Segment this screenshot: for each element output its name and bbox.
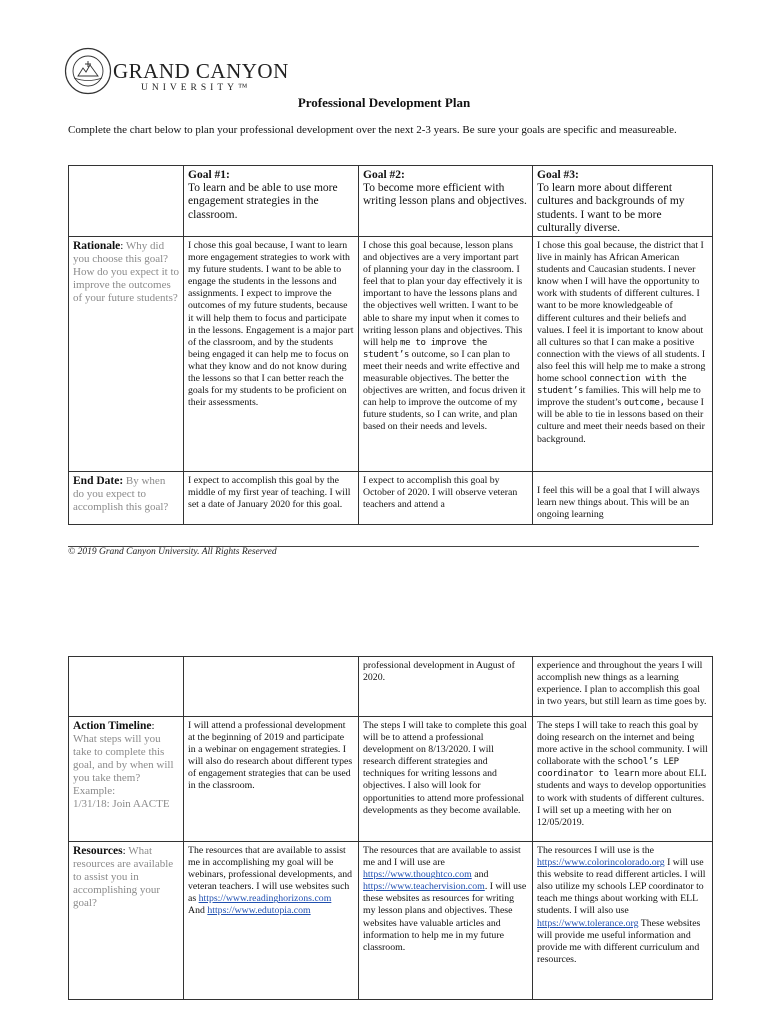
goal-2-label: Goal #2: <box>363 169 405 181</box>
goal-2-header <box>359 166 533 237</box>
action-timeline-example: 1/31/18: Join AACTE <box>73 798 170 810</box>
readinghorizons-link[interactable]: https://www.readinghorizons.com <box>198 893 332 905</box>
action-goal-3-text-a: The steps I will take to reach this goal by doing research on the internet and being more active in the school community. I will collaborate with the <box>537 720 708 768</box>
end-date-goal-1 <box>184 472 359 525</box>
continued-empty-label <box>69 657 184 717</box>
rationale-goal-1 <box>184 237 359 472</box>
goal-1-header <box>184 166 359 237</box>
end-date-goal-2 <box>359 472 533 525</box>
action-timeline-label: Action Timeline <box>73 720 152 732</box>
action-goal-3-handwritten: school’s LEP coordinator to learn <box>537 757 679 780</box>
rationale-goal-3-handwritten-2: outcome, <box>623 398 665 409</box>
resources-goal-3-text-b: I will use this website to read different articles. I will also utilize my schools LEP coordinator to teach me things about working with ELL students. I will also use <box>537 857 706 917</box>
rationale-goal-3 <box>533 237 713 472</box>
resources-goal-2-text-b: . I will use these websites as resources for writing my lesson plans and objectives. These websites have valuable articles and information to help me in my future classroom. <box>363 881 527 953</box>
goal-3-label: Goal #3: <box>537 169 579 181</box>
end-date-goal-3-text: I feel this will be a goal that I will always learn new things about. This will be an ongoing learning <box>537 485 700 521</box>
end-date-prompt: By when do you expect to accomplish this goal? <box>73 475 169 514</box>
resources-goal-2-and: and <box>474 869 489 881</box>
rationale-goal-3-text-b: families. This will help me to improve the student’s <box>537 385 701 409</box>
continued-goal-2-text: professional development in August of 2020. <box>363 660 515 684</box>
rationale-label-cell: Rationale: Why did you choose this goal? How do you expect it to improve the outcomes of your future students? <box>69 237 184 472</box>
goal-3-header <box>533 166 713 237</box>
continued-row <box>69 657 713 717</box>
action-timeline-row <box>69 717 713 842</box>
resources-goal-2-text-a: The resources that are available to assist me and I will use are <box>363 845 521 869</box>
action-timeline-colon: : <box>151 720 155 732</box>
page-title: Professional Development Plan <box>297 95 471 110</box>
goals-header-row <box>69 166 713 237</box>
action-goal-2-text: The steps I will take to complete this goal will be to attend a professional development on 8/13/2020. I will research different strategies and techniques for writing lessons and objectives. I also will look for opportunities to attend more professional developments as they become available. <box>363 720 527 816</box>
edutopia-link[interactable]: https://www.edutopia.com <box>207 905 311 917</box>
resources-goal-3-text-c: These websites will provide me useful information and provide me with different curriculum and resources. <box>537 917 701 965</box>
rationale-label: Rationale <box>73 240 121 253</box>
rationale-goal-2-handwritten: me to improve the student’s <box>363 337 488 360</box>
action-goal-1 <box>184 717 359 842</box>
goal-2-text: To become more efficient with writing lesson plans and objectives. <box>363 182 527 208</box>
resources-goal-3 <box>533 842 713 1000</box>
continued-goal-2 <box>359 657 533 717</box>
copyright-footer: © 2019 Grand Canyon University. All Rights Reserved <box>68 547 277 557</box>
resources-label-cell <box>69 842 184 1000</box>
resources-goal-1-text: The resources that are available to assist me in accomplishing my goal will be webinars, professional developments, and veteran teachers. I will use websites such as <box>188 845 353 905</box>
goal-1-label: Goal #1: <box>188 169 230 181</box>
resources-prompt: What resources are available to assist you in accomplishing your goal? <box>73 845 174 909</box>
instructions-text: Complete the chart below to plan your professional development over the next 2-3 years. Be sure your goals are specific and measureable. <box>68 124 677 136</box>
university-seal-icon <box>64 47 112 95</box>
rationale-goal-3-handwritten: connection with the student’s <box>537 374 687 397</box>
rationale-row <box>69 237 713 472</box>
resources-colon: : <box>122 845 126 857</box>
tolerance-link[interactable]: https://www.tolerance.org <box>537 917 639 929</box>
resources-goal-2 <box>359 842 533 1000</box>
end-date-row <box>69 472 713 525</box>
resources-goal-1-and: And <box>188 905 205 917</box>
end-date-goal-3 <box>533 472 713 525</box>
continued-goal-3 <box>533 657 713 717</box>
plan-table-page-2 <box>68 656 713 1000</box>
goal-3-text: To learn more about different cultures and backgrounds of my students. I want to be more culturally diverse. <box>537 182 685 234</box>
end-date-goal-2-text: I expect to accomplish this goal by October of 2020. I will observe veteran teachers and attend a <box>363 475 518 511</box>
rationale-goal-3-text-a: I chose this goal because, the district that I live in mainly has African American students and Caucasian students. I never know when I will have the opportunity to work with students of different cultures. I want to be more knowledgeable of different cultures and their beliefs and values. I feel it is important to know about all cultures so that I can make a positive connection with the views of all students. I also feel this will help me to make a strong home school <box>537 240 706 385</box>
end-date-label-cell <box>69 472 184 525</box>
plan-table-page-1 <box>68 165 713 525</box>
continued-goal-3-text: experience and throughout the years I will accomplish new things as a learning experience. I plan to accomplish this goal in two years, but still learn as time goes by. <box>537 660 707 708</box>
rationale-goal-2 <box>359 237 533 472</box>
logo-subtitle: UNIVERSITY™ <box>141 83 252 93</box>
rationale-prompt: Why did you choose this goal? How do you expect it to improve the outcomes of your future students? <box>73 240 180 305</box>
rationale-goal-1-text: I chose this goal because, I want to learn more engagement strategies to work with my future students. I want to be able to engage the students in the lessons and assignments. I expect to improve the outcomes of my future students, because it will help them to focus and participate in the lessons. Engagement is a major part of the classroom, and by the students being engaged it can help me to focus on what they know and do not know during the lessons so that I can better reach the goals for my students to be proficient on their assessments. <box>188 240 354 409</box>
action-timeline-prompt: What steps will you take to complete this goal, and by when will you take them? Example: <box>73 733 174 797</box>
resources-row <box>69 842 713 1000</box>
empty-corner-cell <box>69 166 184 237</box>
action-goal-3 <box>533 717 713 842</box>
end-date-label: End Date: <box>73 475 124 488</box>
action-goal-1-text: I will attend a professional development at the beginning of 2019 and participate in a webinar on engagement strategies. I will also do research about different types of engagement strategies that can be used in the classroom. <box>188 720 353 792</box>
goal-1-text: To learn and be able to use more engagement strategies in the classroom. <box>188 182 338 221</box>
continued-goal-1 <box>184 657 359 717</box>
thoughtco-link[interactable]: https://www.thoughtco.com <box>363 869 472 881</box>
logo-name: GRAND CANYON <box>113 59 289 83</box>
rationale-goal-2-text-a: I chose this goal because, lesson plans and objectives are a very important part of planning your day in the classroom. I feel that to plan your day effectively it is important to have the lessons plans and the objectives well written. I want to be able to share my input when it comes to writing lesson plans and objectives. This will help <box>363 240 523 348</box>
rationale-goal-3-text-c: because I will be able to tie in lessons based on their culture and meet their needs based on their background. <box>537 397 705 445</box>
action-goal-2 <box>359 717 533 842</box>
resources-label: Resources <box>73 845 123 857</box>
action-timeline-label-cell <box>69 717 184 842</box>
resources-goal-3-text-a: The resources I will use is the <box>537 845 654 856</box>
end-date-goal-1-text: I expect to accomplish this goal by the middle of my first year of teaching. I will set a date of January 2020 for this goal. <box>188 475 351 511</box>
resources-goal-1 <box>184 842 359 1000</box>
rationale-goal-2-text-b: outcome, so I can plan to meet their needs and write effective and measurable objectives. The better the objectives are written, and focus driven it can help to improve the outcome of my future students, so I can write, and plan based on their needs and levels. <box>363 348 526 433</box>
teachervision-link[interactable]: https://www.teachervision.com <box>363 881 485 893</box>
colorincolorado-link[interactable]: https://www.colorincolorado.org <box>537 857 665 869</box>
action-goal-3-text-b: more about ELL students and ways to develop opportunities to work with students of different cultures. I will set up a meeting with her on 12/05/2019. <box>537 768 707 828</box>
